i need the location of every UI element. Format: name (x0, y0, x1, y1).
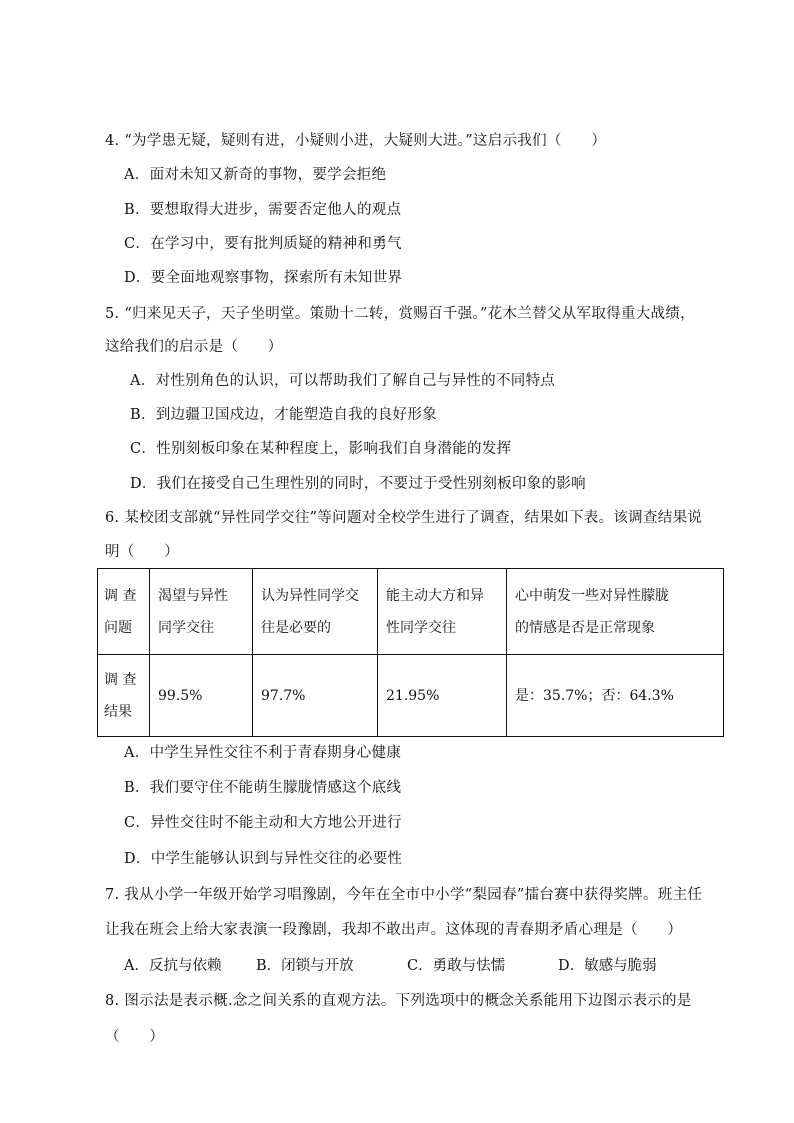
question-6-option-d: D．中学生能够认识到与异性交往的必要性 (124, 851, 403, 867)
survey-result-cell: 21.95% (378, 655, 507, 737)
question-4-option-a: A．面对未知又新奇的事物，要学会拒绝 (124, 167, 387, 183)
question-4-option-c: C．在学习中，要有批判质疑的精神和勇气 (124, 236, 402, 252)
survey-table (97, 568, 724, 737)
survey-row-label (98, 655, 150, 737)
cell-line: 渴望与异性 (158, 587, 228, 604)
question-4-stem: 4. “为学患无疑，疑则有进，小疑则小进，大疑则大进。”这启示我们（ ） (105, 133, 607, 149)
cell-line: 往是必要的 (261, 619, 331, 636)
question-7-option-a: A．反抗与依赖 (124, 958, 222, 974)
question-5-option-d: D．我们在接受自己生理性别的同时，不要过于受性别刻板印象的影响 (130, 476, 586, 492)
question-5-stem-line2: 这给我们的启示是（ ） (105, 339, 283, 355)
cell-line: 的情感是否是正常现象 (515, 619, 655, 636)
question-8-stem-line2: （ ） (105, 1029, 165, 1045)
survey-result-cell: 是：35.7%；否：64.3% (507, 655, 724, 737)
cell-line: 能主动大方和异 (386, 587, 484, 604)
row-label-line: 调 查 (104, 671, 137, 688)
cell-line: 同学交往 (158, 619, 214, 636)
cell-line: 性同学交往 (386, 619, 456, 636)
question-7-option-d: D．敏感与脆弱 (558, 958, 657, 974)
row-label-line: 结果 (104, 703, 132, 720)
survey-result-row (98, 655, 724, 737)
survey-question-row (98, 569, 724, 655)
question-6-option-b: B．我们要守住不能萌生朦胧情感这个底线 (124, 780, 402, 796)
question-7-stem-line1: 7. 我从小学一年级开始学习唱豫剧，今年在全市中小学“梨园春”擂台赛中获得奖牌。班主任 (105, 887, 703, 903)
question-5-stem-line1: 5. “归来见天子，天子坐明堂。策勋十二转，赏赐百千强。”花木兰替父从军取得重大战绩， (105, 306, 695, 322)
question-8-stem-line1: 8. 图示法是表示概.念之间关系的直观方法。下列选项中的概念关系能用下边图示表示的是 (105, 993, 692, 1009)
question-5-option-a: A．对性别角色的认识，可以帮助我们了解自己与异性的不同特点 (130, 373, 556, 389)
question-6-stem-line1: 6. 某校团支部就“异性同学交往”等问题对全校学生进行了调查，结果如下表。该调查结果说 (105, 510, 703, 526)
question-7-stem-line2: 让我在班会上给大家表演一段豫剧，我却不敢出声。这体现的青春期矛盾心理是（ ） (105, 922, 683, 938)
cell-line: 认为异性同学交 (261, 587, 359, 604)
survey-question-cell (507, 569, 724, 655)
question-7-option-c: C．勇敢与怯懦 (407, 958, 506, 974)
survey-question-cell (150, 569, 253, 655)
cell-line: 心中萌发一些对异性朦胧 (515, 587, 669, 604)
survey-row-label (98, 569, 150, 655)
question-5-option-c: C．性别刻板印象在某种程度上，影响我们自身潜能的发挥 (130, 441, 512, 457)
survey-result-cell: 99.5% (150, 655, 253, 737)
question-6-option-a: A．中学生异性交往不利于青春期身心健康 (124, 745, 402, 761)
survey-result-cell: 97.7% (253, 655, 378, 737)
row-label-line: 调 查 (104, 587, 137, 604)
question-6-option-c: C．异性交往时不能主动和大方地公开进行 (124, 815, 402, 831)
survey-question-cell (378, 569, 507, 655)
question-4-option-b: B．要想取得大进步，需要否定他人的观点 (124, 202, 402, 218)
survey-question-cell (253, 569, 378, 655)
question-7-option-b: B．闭锁与开放 (256, 958, 354, 974)
question-6-stem-line2: 明（ ） (105, 544, 179, 560)
question-5-option-b: B．到边疆卫国戍边，才能塑造自我的良好形象 (130, 407, 437, 423)
row-label-line: 问题 (104, 619, 132, 636)
question-4-option-d: D．要全面地观察事物，探索所有未知世界 (124, 270, 403, 286)
